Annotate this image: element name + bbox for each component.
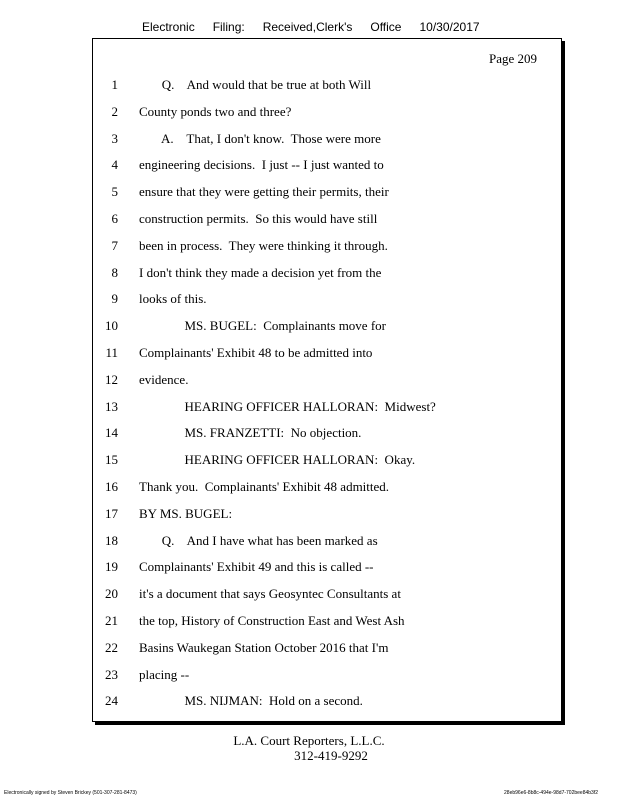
transcript-line [93,479,561,497]
transcript-line [93,586,561,604]
line-text: Thank you. Complainants' Exhibit 48 admitted. [139,479,390,494]
reporter-company: L.A. Court Reporters, L.L.C. [233,733,385,748]
stamp-part: Filing: [212,20,245,34]
line-number: 23 [105,666,118,682]
footer [0,733,618,763]
line-number: 4 [111,157,118,173]
line-number: 17 [105,505,118,521]
stamp-part: Electronic [142,20,195,34]
signature-text: Electronically signed by Steven Brickey (501-307-281-8473) [4,790,137,796]
line-text: A. That, I don't know. Those were more [139,130,381,146]
line-text: engineering decisions. I just -- I just wanted to [139,157,384,173]
page-number: Page 209 [488,51,537,66]
transcript-line [93,318,561,336]
line-text: placing -- [139,666,190,682]
line-number: 16 [105,479,118,494]
transcript-line [93,265,561,283]
line-text: I don't think they made a decision yet from the [139,264,382,280]
line-number: 15 [105,452,118,468]
line-text: Complainants' Exhibit 49 and this is called -- [139,559,374,575]
line-text: been in process. They were thinking it through. [139,237,388,253]
line-number: 11 [105,345,118,360]
stamp-part: 10/30/2017 [419,20,480,34]
transcript-line [93,506,561,524]
line-text: County ponds two and three? [139,103,292,119]
line-text: HEARING OFFICER HALLORAN: Okay. [139,452,416,468]
line-number: 12 [105,371,118,387]
line-text: MS. NIJMAN: Hold on a second. [139,693,363,709]
line-number: 5 [111,184,118,200]
transcript-line [93,345,561,363]
transcript-line [93,238,561,256]
line-text: looks of this. [139,291,207,307]
transcript-line [93,693,561,711]
line-text: ensure that they were getting their permits, their [139,184,389,200]
transcript-line [93,399,561,417]
transcript-line [93,533,561,551]
line-number: 20 [105,586,118,602]
transcript-line [93,372,561,390]
transcript-line [93,211,561,229]
line-number: 6 [111,211,118,226]
line-number: 8 [111,264,118,280]
transcript-line [93,425,561,443]
filing-stamp [142,20,498,34]
line-number: 10 [105,318,118,334]
transcript-line [93,131,561,149]
signature-id: 28eb96e6-8b8c-494e-98d7-702bee84b3f2 [504,790,598,796]
line-text: Q. And would that be true at both Will [139,77,372,92]
transcript-line [93,667,561,685]
transcript-page [92,38,562,722]
stamp-part: Office [370,20,402,34]
line-text: evidence. [139,371,189,387]
line-number: 19 [105,559,118,575]
line-number: 18 [105,532,118,548]
transcript-line [93,184,561,202]
line-number: 14 [105,425,118,441]
line-text: BY MS. BUGEL: [139,505,233,521]
line-text: Basins Waukegan Station October 2016 that I'm [139,639,389,655]
line-number: 22 [105,639,118,655]
line-number: 13 [105,398,118,414]
transcript-line [93,104,561,122]
transcript-line [93,452,561,470]
transcript-line [93,291,561,309]
reporter-phone: 312-419-9292 [294,748,368,763]
line-number: 7 [111,237,118,253]
line-text: HEARING OFFICER HALLORAN: Midwest? [139,398,436,414]
line-text: MS. FRANZETTI: No objection. [139,425,362,441]
line-text: it's a document that says Geosyntec Consultants at [139,586,401,602]
line-number: 24 [105,693,118,709]
line-number: 21 [105,613,118,628]
transcript-line [93,559,561,577]
transcript-line [93,157,561,175]
transcript-line [93,613,561,631]
line-number: 9 [111,291,118,307]
line-text: construction permits. So this would have still [139,211,378,226]
transcript-line [93,77,561,95]
transcript-line [93,640,561,658]
line-text: Complainants' Exhibit 48 to be admitted into [139,345,373,360]
stamp-part: Received,Clerk's [262,20,353,34]
line-number: 2 [111,103,118,119]
line-text: MS. BUGEL: Complainants move for [139,318,386,334]
line-number: 1 [111,77,118,92]
line-text: Q. And I have what has been marked as [139,532,378,548]
line-number: 3 [111,130,118,146]
line-text: the top, History of Construction East and West Ash [139,613,405,628]
